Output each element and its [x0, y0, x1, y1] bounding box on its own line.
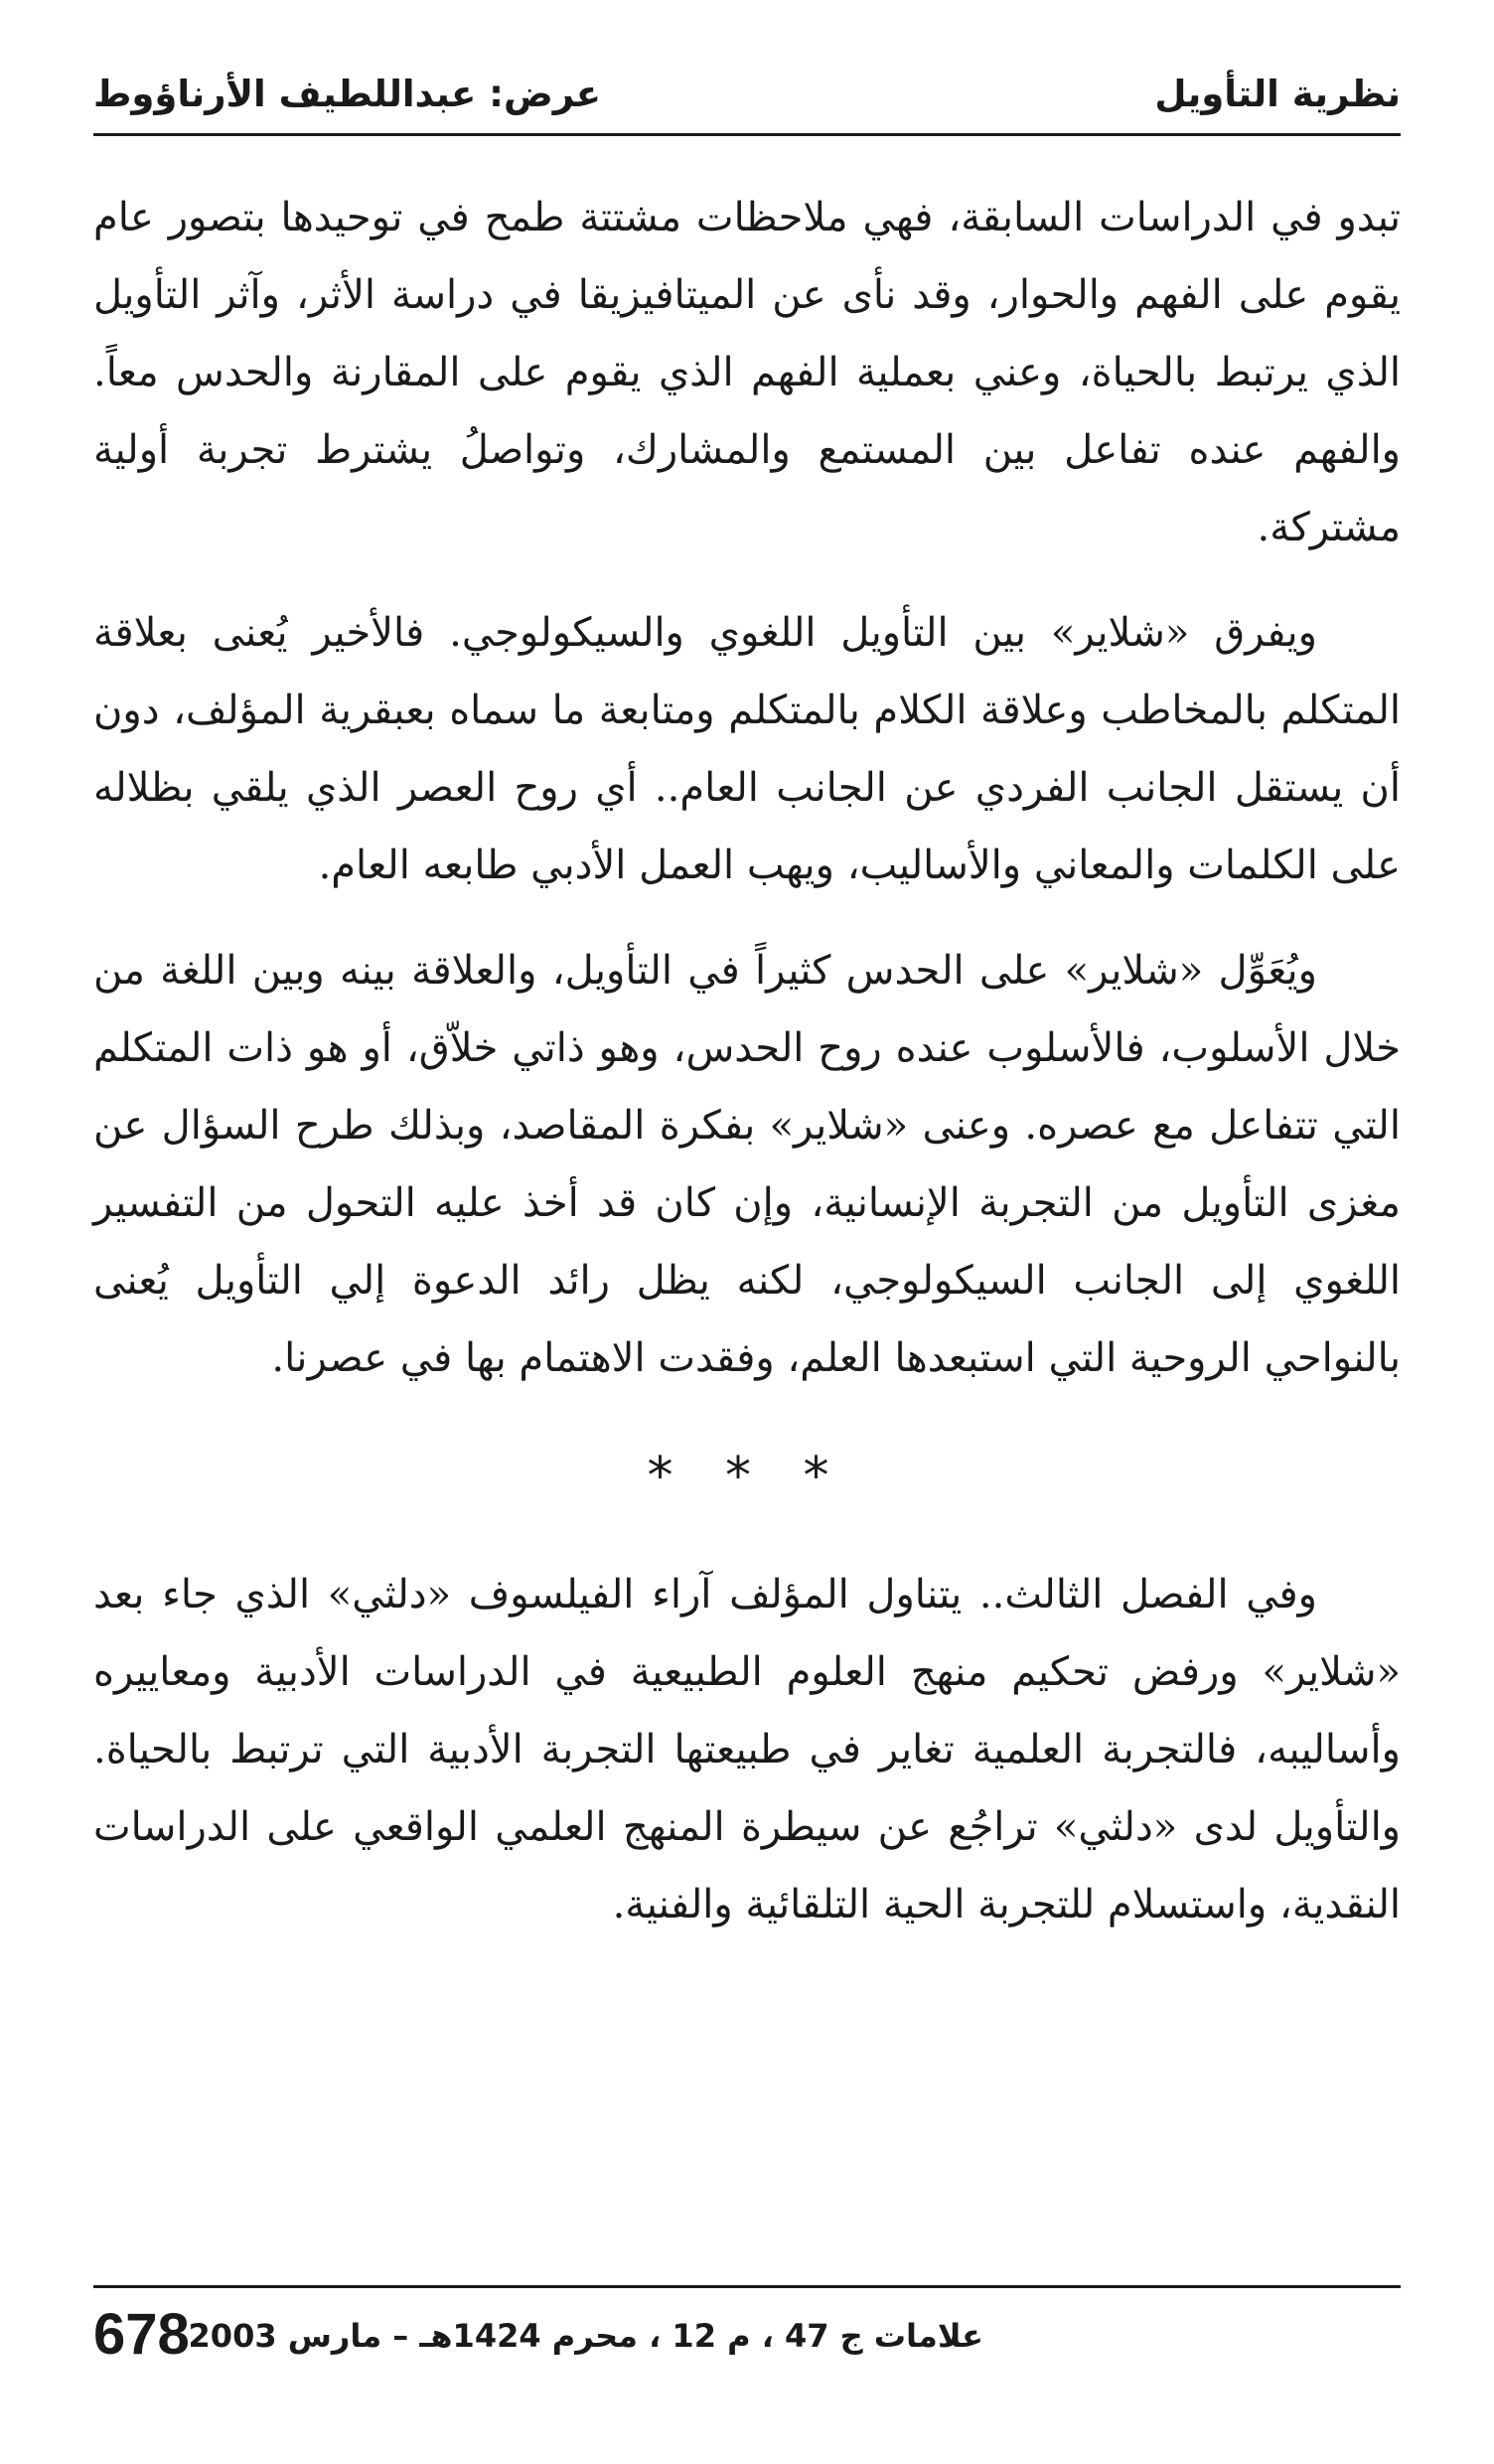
- running-head: [93, 64, 1401, 136]
- section-ornament: * * *: [647, 1447, 847, 1506]
- page-footer: [93, 2285, 1401, 2378]
- page-number: 678: [93, 2302, 190, 2367]
- paragraph: تبدو في الدراسات السابقة، فهي ملاحظات مشتتة طمح في توحيدها بتصور عام يقوم على الفهم والحوار، وقد نأى عن الميتافيزيقا في دراسة الأثر، وآثر التأويل الذي يرتبط بالحياة، وعني بعملية الفهم الذي يقوم على المقارنة والحدس معاً. والفهم عنده تفاعل بين المستمع والمشارك، وتواصلُ يشترط تجربة أولية مشتركة.: [93, 195, 1401, 550]
- paragraph: ويُعَوِّل «شلاير» على الحدس كثيراً في التأويل، والعلاقة بينه وبين اللغة من خلال الأسلوب، فالأسلوب عنده روح الحدس، وهو ذاتي خلاّق، أو هو ذات المتكلم التي تتفاعل مع عصره. وعنى «شلاير» بفكرة المقاصد، وبذلك طرح السؤال عن مغزى التأويل من التجربة الإنسانية، وإن كان قد أخذ عليه التحول من التفسير اللغوي إلى الجانب السيكولوجي، لكنه يظل رائد الدعوة إلي التأويل يُعنى بالنواحي الروحية التي استبعدها العلم، وفقدت الاهتمام بها في عصرنا.: [93, 948, 1401, 1381]
- journal-info: علامات ج 47 ، م 12 ، محرم 1424هـ – مارس 2003: [188, 2317, 983, 2355]
- paragraph: وفي الفصل الثالث.. يتناول المؤلف آراء الفيلسوف «دلثي» الذي جاء بعد «شلاير» ورفض تحكيم منهج العلوم الطبيعية في الدراسات الأدبية ومعاييره وأساليبه، فالتجربة العلمية تغاير في طبيعتها التجربة الأدبية التي ترتبط بالحياة. والتأويل لدى «دلثي» تراجُع عن سيطرة المنهج العلمي الواقعي على الدراسات النقدية، واستسلام للتجربة الحية التلقائية والفنية.: [93, 1572, 1401, 1927]
- body-text: [93, 179, 1401, 1971]
- paragraph: ويفرق «شلاير» بين التأويل اللغوي والسيكولوجي. فالأخير يُعنى بعلاقة المتكلم بالمخاطب وعلاقة الكلام بالمتكلم ومتابعة ما سماه بعبقرية المؤلف، دون أن يستقل الجانب الفردي عن الجانب العام.. أي روح العصر الذي يلقي بظلاله على الكلمات والمعاني والأساليب، ويهب العمل الأدبي طابعه العام.: [93, 610, 1401, 888]
- running-head-title: نظرية التأويل: [1154, 73, 1401, 115]
- running-head-author: عرض: عبداللطيف الأرناؤوط: [93, 73, 602, 115]
